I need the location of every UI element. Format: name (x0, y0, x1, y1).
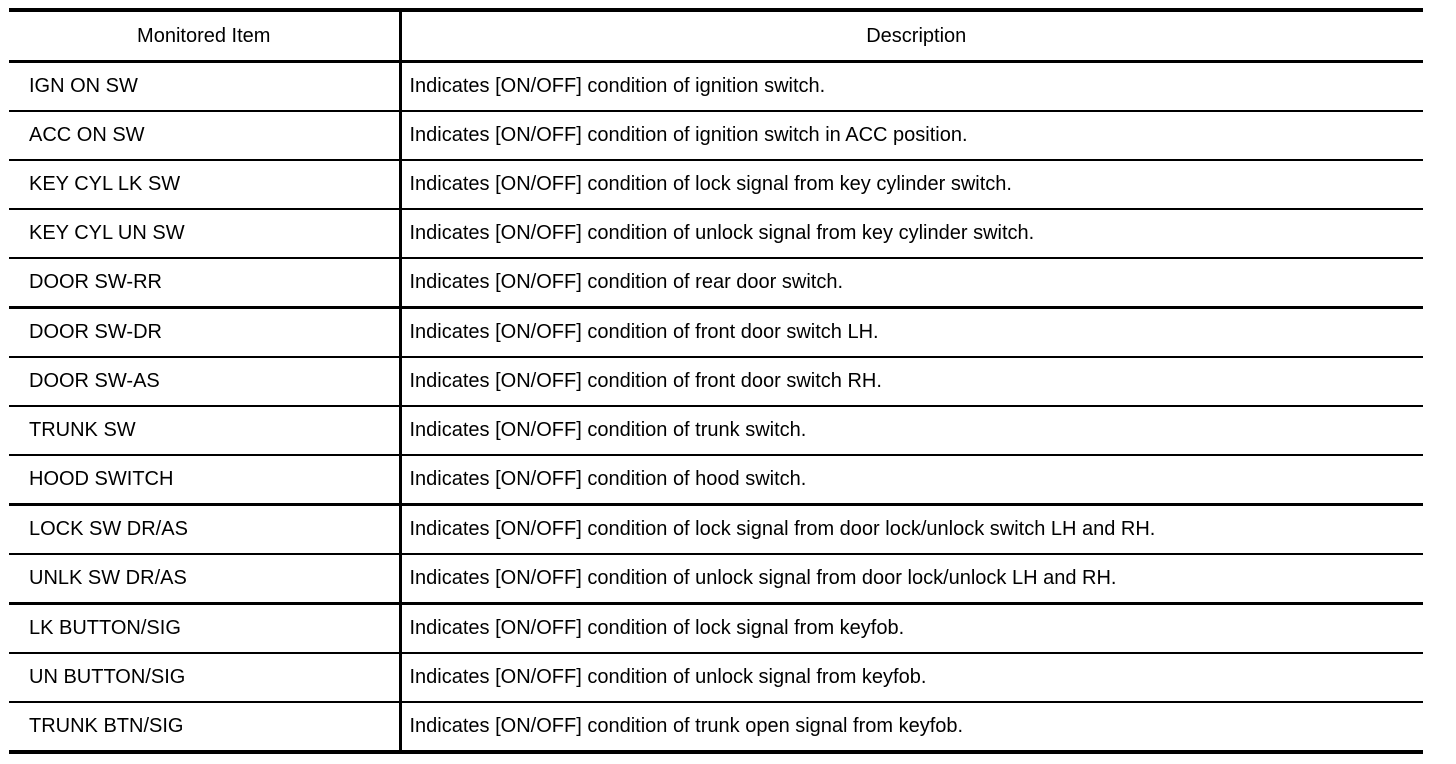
header-description: Description (400, 10, 1423, 62)
description-cell: Indicates [ON/OFF] condition of trunk switch. (400, 406, 1423, 455)
header-row (9, 10, 1423, 62)
description-cell: Indicates [ON/OFF] condition of hood switch. (400, 455, 1423, 505)
description-cell: Indicates [ON/OFF] condition of lock signal from door lock/unlock switch LH and RH. (400, 505, 1423, 555)
monitored-item-cell: DOOR SW-AS (9, 357, 400, 406)
table-header (9, 10, 1423, 62)
description-cell: Indicates [ON/OFF] condition of ignition switch. (400, 62, 1423, 112)
description-cell: Indicates [ON/OFF] condition of lock signal from keyfob. (400, 604, 1423, 654)
monitored-item-cell: DOOR SW-RR (9, 258, 400, 308)
table-row (9, 702, 1423, 752)
table-row (9, 209, 1423, 258)
description-cell: Indicates [ON/OFF] condition of ignition switch in ACC position. (400, 111, 1423, 160)
monitored-item-cell: UNLK SW DR/AS (9, 554, 400, 604)
description-cell: Indicates [ON/OFF] condition of front door switch RH. (400, 357, 1423, 406)
description-cell: Indicates [ON/OFF] condition of trunk open signal from keyfob. (409, 715, 964, 737)
monitored-item-cell: ACC ON SW (9, 111, 400, 160)
monitored-item-cell: HOOD SWITCH (9, 455, 400, 505)
description-cell: Indicates [ON/OFF] condition of rear door switch. (400, 258, 1423, 308)
monitored-items-table (9, 8, 1423, 754)
monitored-items-table-container (9, 8, 1423, 754)
monitored-item-cell: LK BUTTON/SIG (9, 604, 400, 654)
table-row (9, 554, 1423, 604)
monitored-item-cell: LOCK SW DR/AS (9, 505, 400, 555)
table-row (9, 160, 1423, 209)
monitored-item-cell: TRUNK BTN/SIG (9, 702, 400, 752)
monitored-item-cell: KEY CYL LK SW (9, 160, 400, 209)
monitored-item-cell: IGN ON SW (9, 62, 400, 112)
description-cell: Indicates [ON/OFF] condition of unlock signal from key cylinder switch. (400, 209, 1423, 258)
table-row (9, 62, 1423, 112)
table-row (9, 111, 1423, 160)
header-monitored-item: Monitored Item (9, 10, 400, 62)
table-row (9, 505, 1423, 555)
monitored-item-cell: DOOR SW-DR (9, 308, 400, 358)
table-row (9, 406, 1423, 455)
description-cell: Indicates [ON/OFF] condition of lock signal from key cylinder switch. (400, 160, 1423, 209)
table-row (9, 308, 1423, 358)
description-cell: Indicates [ON/OFF] condition of front door switch LH. (400, 308, 1423, 358)
table-row (9, 357, 1423, 406)
table-row (9, 653, 1423, 702)
monitored-item-cell: TRUNK SW (9, 406, 400, 455)
table-row (9, 258, 1423, 308)
table-body (9, 62, 1423, 753)
table-row (9, 455, 1423, 505)
monitored-item-cell: KEY CYL UN SW (9, 209, 400, 258)
table-row (9, 604, 1423, 654)
description-cell: Indicates [ON/OFF] condition of unlock signal from keyfob. (400, 653, 1423, 702)
description-cell: Indicates [ON/OFF] condition of unlock signal from door lock/unlock LH and RH. (400, 554, 1423, 604)
monitored-item-cell: UN BUTTON/SIG (9, 653, 400, 702)
